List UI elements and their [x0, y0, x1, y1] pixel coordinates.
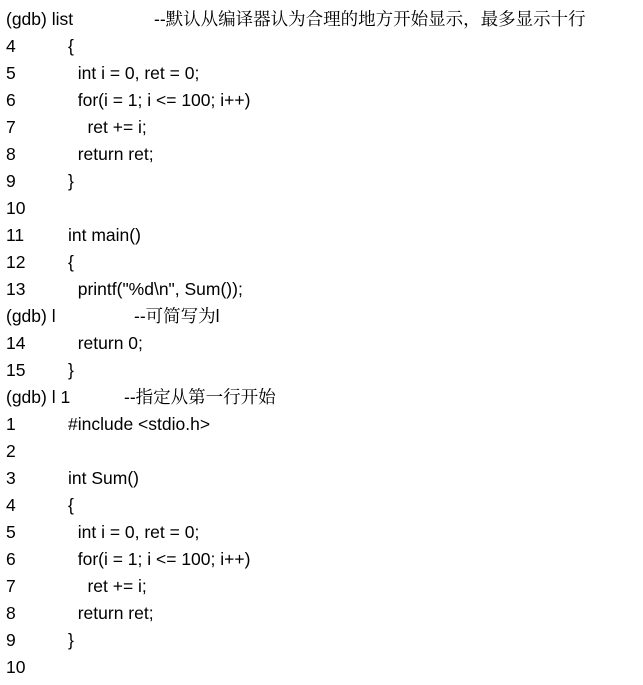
line-number: 13 [6, 279, 26, 299]
line-number: 11 [6, 225, 25, 245]
source-code: } [68, 630, 74, 650]
source-code: ret += i; [68, 117, 147, 137]
source-line [6, 654, 638, 681]
source-line [6, 573, 638, 600]
gdb-prompt-line [6, 384, 638, 411]
line-number: 4 [6, 36, 16, 56]
line-number: 5 [6, 522, 16, 542]
gdb-prompt-line [6, 6, 638, 33]
source-line [6, 114, 638, 141]
line-number: 9 [6, 630, 16, 650]
line-number: 8 [6, 144, 16, 164]
line-number: 15 [6, 360, 26, 380]
line-number: 7 [6, 576, 16, 596]
source-code: #include <stdio.h> [68, 414, 211, 434]
source-line [6, 465, 638, 492]
source-line [6, 627, 638, 654]
line-number: 10 [6, 198, 26, 218]
source-code: return ret; [68, 144, 154, 164]
source-line [6, 222, 638, 249]
source-line [6, 330, 638, 357]
source-code: int Sum() [68, 468, 139, 488]
gdb-command: (gdb) l 1 [6, 387, 71, 407]
line-number: 2 [6, 441, 16, 461]
source-line [6, 87, 638, 114]
source-line [6, 600, 638, 627]
source-line [6, 168, 638, 195]
source-line [6, 357, 638, 384]
line-number: 7 [6, 117, 16, 137]
source-line [6, 249, 638, 276]
source-code: { [68, 36, 74, 56]
source-line [6, 492, 638, 519]
source-code: int i = 0, ret = 0; [68, 522, 200, 542]
gdb-command: (gdb) list [6, 9, 74, 29]
source-code: return ret; [68, 603, 154, 623]
source-line [6, 195, 638, 222]
line-number: 3 [6, 468, 16, 488]
source-line [6, 438, 638, 465]
source-code: return 0; [68, 333, 143, 353]
command-comment: --默认从编译器认为合理的地方开始显示，最多显示十行 [154, 9, 586, 29]
source-code: } [68, 171, 74, 191]
gdb-prompt-line [6, 303, 638, 330]
line-number: 6 [6, 549, 16, 569]
line-number: 12 [6, 252, 26, 272]
source-line [6, 141, 638, 168]
line-number: 1 [6, 414, 16, 434]
source-code: for(i = 1; i <= 100; i++) [68, 90, 251, 110]
source-line [6, 546, 638, 573]
line-number: 9 [6, 171, 16, 191]
gdb-command: (gdb) l [6, 306, 56, 326]
line-number: 6 [6, 90, 16, 110]
line-number: 8 [6, 603, 16, 623]
line-number: 10 [6, 657, 26, 677]
source-code: printf("%d\n", Sum()); [68, 279, 243, 299]
source-line [6, 519, 638, 546]
source-code: } [68, 360, 74, 380]
source-code: for(i = 1; i <= 100; i++) [68, 549, 251, 569]
gdb-terminal-output [6, 6, 638, 681]
source-line [6, 276, 638, 303]
source-code: ret += i; [68, 576, 147, 596]
command-comment: --可简写为l [134, 306, 220, 326]
source-code: { [68, 495, 74, 515]
source-code: { [68, 252, 74, 272]
source-code: int main() [68, 225, 141, 245]
line-number: 5 [6, 63, 16, 83]
line-number: 14 [6, 333, 26, 353]
command-comment: --指定从第一行开始 [124, 387, 276, 407]
source-line [6, 411, 638, 438]
source-line [6, 33, 638, 60]
source-line [6, 60, 638, 87]
source-code: int i = 0, ret = 0; [68, 63, 200, 83]
line-number: 4 [6, 495, 16, 515]
